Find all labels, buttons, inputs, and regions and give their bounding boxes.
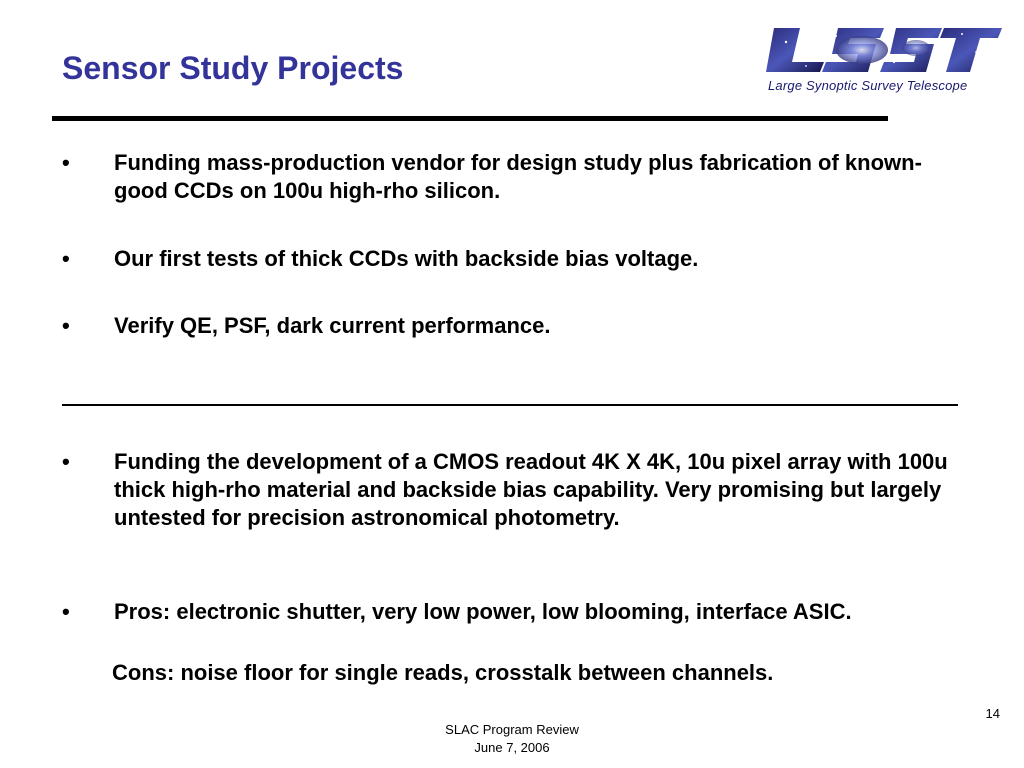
bullet-marker: • xyxy=(62,599,70,624)
bullet-text: Verify QE, PSF, dark current performance. xyxy=(114,313,551,338)
bullet-item xyxy=(58,149,978,205)
footer-line-1: SLAC Program Review xyxy=(445,722,579,737)
bullet-item xyxy=(58,245,978,273)
bullet-item xyxy=(58,598,978,626)
bullet-text: Pros: electronic shutter, very low power, low blooming, interface ASIC. xyxy=(114,599,852,624)
bullet-text: Funding mass-production vendor for design study plus fabrication of known-good CCDs on 100u high-rho silicon. xyxy=(114,150,922,203)
bullet-marker: • xyxy=(62,449,70,474)
footer-line-2: June 7, 2006 xyxy=(474,740,550,755)
bullet-marker: • xyxy=(62,150,70,175)
section-separator xyxy=(62,404,958,406)
bullet-item xyxy=(58,448,978,532)
bullet-text: Our first tests of thick CCDs with backside bias voltage. xyxy=(114,246,699,271)
bullet-text: Funding the development of a CMOS readout 4K X 4K, 10u pixel array with 100u thick high-rho material and backside bias capability. Very promising but largely untested for precision astronomical photometry. xyxy=(114,449,948,530)
slide-footer xyxy=(412,721,612,757)
bullet-marker: • xyxy=(62,246,70,271)
slide-title: Sensor Study Projects xyxy=(62,50,404,86)
page-number: 14 xyxy=(985,706,1000,721)
bullet-marker: • xyxy=(62,313,70,338)
cons-line: Cons: noise floor for single reads, crosstalk between channels. xyxy=(112,660,774,685)
logo-tagline: Large Synoptic Survey Telescope xyxy=(768,78,968,93)
bullet-item xyxy=(58,312,978,340)
